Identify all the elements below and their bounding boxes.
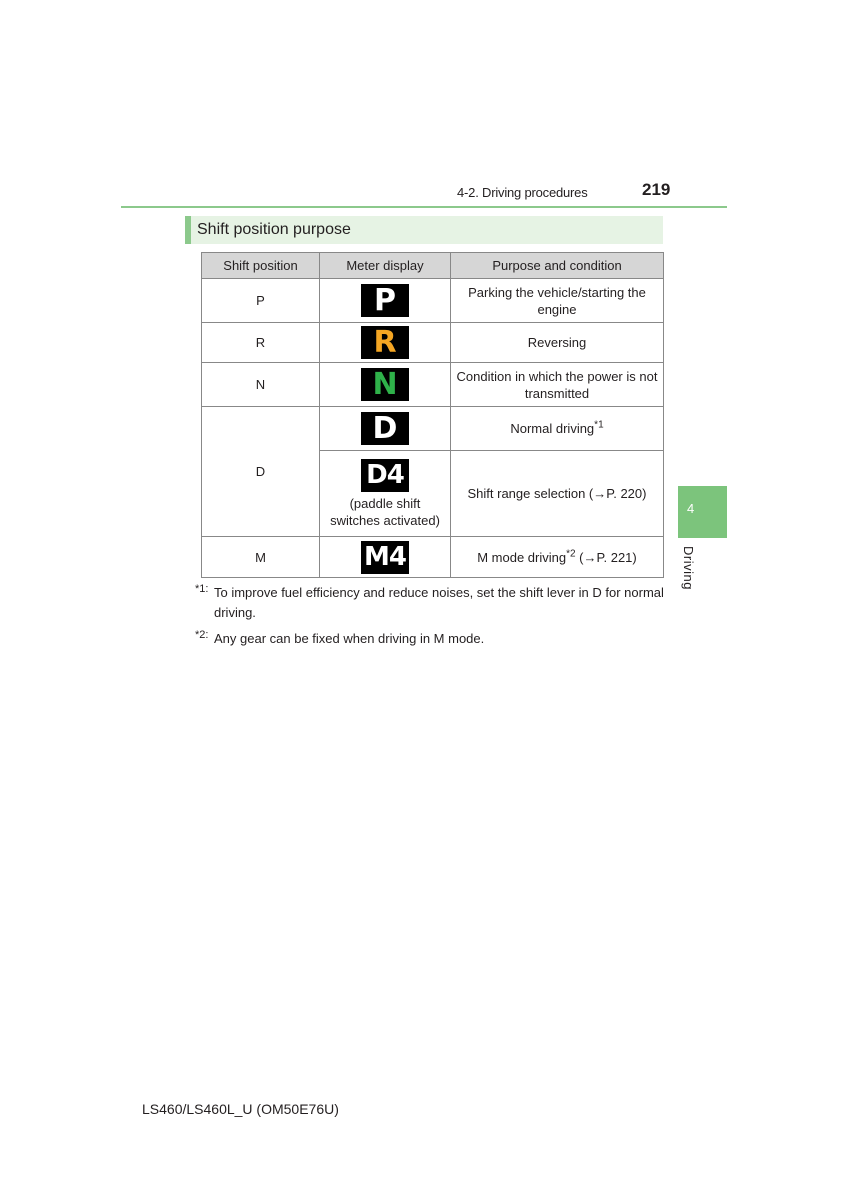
meter-display-cell [320,451,451,537]
footnote-reference: *2 [566,548,576,560]
purpose-text: M mode driving [477,549,567,565]
chapter-number: 4 [687,501,695,516]
footer-model-code: LS460/LS460L_U (OM50E76U) [142,1101,339,1117]
shift-position-cell: R [202,323,320,363]
header-divider [121,206,727,208]
table-row [202,363,664,407]
column-header-meter-display: Meter display [320,253,451,279]
gear-indicator-r: R [361,326,409,359]
gear-indicator-d: D [361,412,409,445]
purpose-cell: Parking the vehicle/starting the engine [451,279,664,323]
meter-display-note: (paddle shift switches activated) [330,495,440,528]
table-row [202,537,664,578]
footnote-reference: *1 [594,419,604,431]
section-title: Shift position purpose [185,216,663,244]
table-header-row [202,253,664,279]
purpose-cell: Condition in which the power is not transmitted [451,363,664,407]
purpose-cell: Shift range selection (→P. 220) [451,451,664,537]
table-row [202,407,664,451]
chapter-tab [678,486,727,538]
page-reference: (→P. 221) [575,549,637,565]
meter-display-cell [320,407,451,451]
meter-display-cell [320,279,451,323]
footnote-text: To improve fuel efficiency and reduce noises, set the shift lever in D for normal driving. [214,585,664,620]
table-row [202,279,664,323]
gear-indicator-d4: D4 [361,459,409,492]
purpose-cell [451,407,664,451]
footnote-mark: *1: [195,583,209,595]
footnote-text: Any gear can be fixed when driving in M mode. [214,631,485,646]
meter-display-cell [320,537,451,578]
gear-indicator-n: N [361,368,409,401]
column-header-shift-position: Shift position [202,253,320,279]
shift-position-cell: D [202,407,320,537]
meter-display-cell [320,323,451,363]
table-row [202,323,664,363]
shift-position-cell: N [202,363,320,407]
header-section-title: 4-2. Driving procedures [457,185,588,200]
column-header-purpose: Purpose and condition [451,253,664,279]
footnote-mark: *2: [195,629,209,641]
meter-display-cell [320,363,451,407]
page-number: 219 [642,180,671,199]
shift-position-cell: M [202,537,320,578]
purpose-cell [451,537,664,578]
shift-position-table [201,252,664,578]
shift-position-cell: P [202,279,320,323]
purpose-cell: Reversing [451,323,664,363]
gear-indicator-p: P [361,284,409,317]
purpose-text: Normal driving [510,421,595,436]
chapter-label: Driving [681,546,696,590]
gear-indicator-m4: M4 [361,541,409,574]
